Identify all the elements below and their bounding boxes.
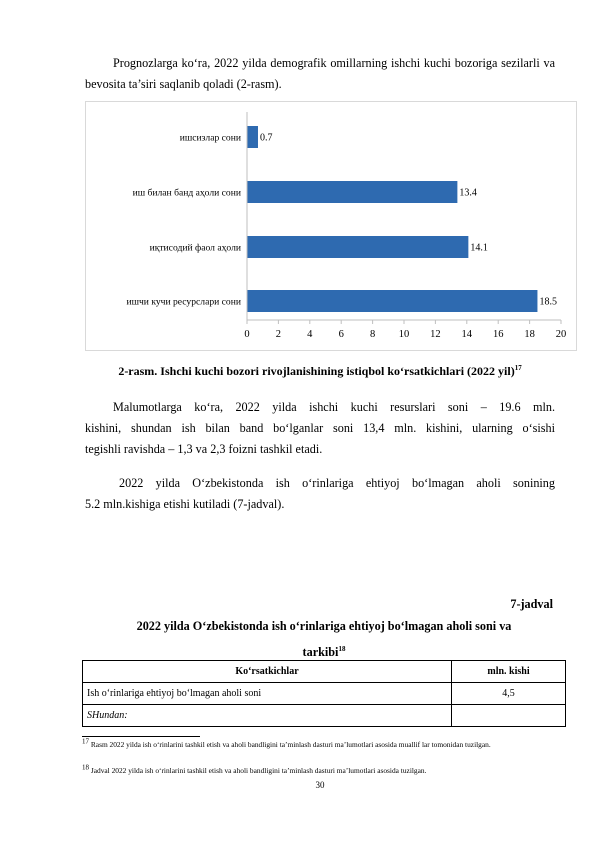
footnote-17-text: Rasm 2022 yilda ish o‘rinlarini tashkil etish va aholi bandligini ta’minlash dasturi ma’lumotlari asosida muallif lar tomonidan tuzilgan. (90, 740, 491, 749)
bar (247, 181, 457, 203)
bar (247, 290, 537, 312)
x-tick-label: 0 (244, 329, 250, 340)
footnote-18-text: Jadval 2022 yilda ish o‘rinlarini tashkil etish va aholi bandligini ta’minlash dasturi ma’lumotlari asosida tuzilgan. (90, 766, 427, 775)
table-row (83, 705, 566, 727)
figure-caption (85, 363, 555, 380)
data-table (82, 660, 566, 727)
x-tick-label: 20 (555, 329, 567, 340)
caption-text: 2-rasm. Ishchi kuchi bozori rivojlanishining istiqbol ko‘rsatkichlari (2022 yil) (118, 364, 515, 378)
table-header-cell: mln. kishi (452, 661, 566, 683)
data-label: 13.4 (459, 187, 477, 199)
table-title (82, 613, 566, 665)
bar-chart (85, 101, 577, 351)
table-header-cell: Ko‘rsatkichlar (83, 661, 452, 683)
page-number: 30 (315, 780, 325, 790)
x-tick-label: 8 (369, 329, 376, 340)
x-tick-label: 16 (492, 329, 504, 340)
paragraph-1-line-1: Malumotlarga ko‘ra, 2022 yilda ishchi kuchi resurslari soni – 19.6 mln. (113, 400, 555, 414)
category-labels (126, 133, 241, 308)
x-tick-label: 18 (524, 329, 535, 340)
footnote-18 (82, 763, 562, 777)
category-label: иш билан банд аҳоли сони (132, 187, 241, 199)
category-label: ишчи кучи ресурслари сони (126, 296, 241, 308)
intro-paragraph: Prognozlarga ko‘ra, 2022 yilda demografik omillarning ishchi kuchi bozoriga sezilarli va bevosita ta’siri saqlanib qoladi (2-rasm). (85, 56, 555, 91)
table-cell: SHundan: (83, 705, 452, 727)
table-cell: Ish o‘rinlariga ehtiyoj bo‘lmagan aholi soni (83, 683, 452, 705)
data-label: 18.5 (539, 296, 557, 308)
table-label: 7-jadval (510, 597, 553, 611)
table-title-footnote-ref: 18 (338, 644, 346, 653)
x-tick-label: 6 (338, 329, 344, 340)
footnote-17-number: 17 (82, 737, 89, 746)
table-title-line-2-text: tarkibi (302, 645, 339, 659)
data-label: 0.7 (259, 132, 273, 144)
footnote-18-number: 18 (82, 763, 89, 772)
bar (247, 126, 258, 148)
x-tick-label: 14 (461, 329, 473, 340)
x-tick-label: 10 (398, 329, 410, 340)
footnote-17 (82, 737, 562, 751)
paragraph-1-line-3: tegishli ravishda – 1,3 va 2,3 foizni tashkil etadi. (85, 442, 323, 456)
caption-footnote-ref: 17 (514, 364, 522, 372)
data-label: 14.1 (470, 242, 488, 254)
category-label: ишсизлар сони (179, 132, 241, 144)
paragraph-2-line-2: 5.2 mln.kishiga etishi kutiladi (7-jadval). (85, 497, 285, 511)
x-tick-label: 12 (430, 329, 441, 340)
chart-svg (86, 102, 576, 350)
table-cell: 4,5 (452, 683, 566, 705)
bars-layer (247, 126, 537, 312)
x-tick-label: 4 (307, 329, 313, 340)
value-labels (260, 133, 557, 308)
footnote-separator (82, 736, 200, 737)
table-title-line-1: 2022 yilda O‘zbekistonda ish o‘rinlariga ehtiyoj bo‘lmagan aholi soni va (136, 619, 512, 633)
x-tick-label: 2 (275, 329, 282, 340)
paragraph-1-line-2: kishini, shundan ish bilan band bo‘lganlar soni 13,4 mln. kishini, ularning o‘sishi (85, 421, 555, 435)
table-header-row (83, 661, 566, 683)
table-row (83, 683, 566, 705)
category-label: иқтисодий фаол аҳоли (149, 242, 241, 254)
paragraph-2-line-1: 2022 yilda O‘zbekistonda ish o‘rinlariga ehtiyoj bo‘lmagan aholi sonining (119, 476, 555, 490)
bar (247, 236, 468, 258)
table-cell (452, 705, 566, 727)
